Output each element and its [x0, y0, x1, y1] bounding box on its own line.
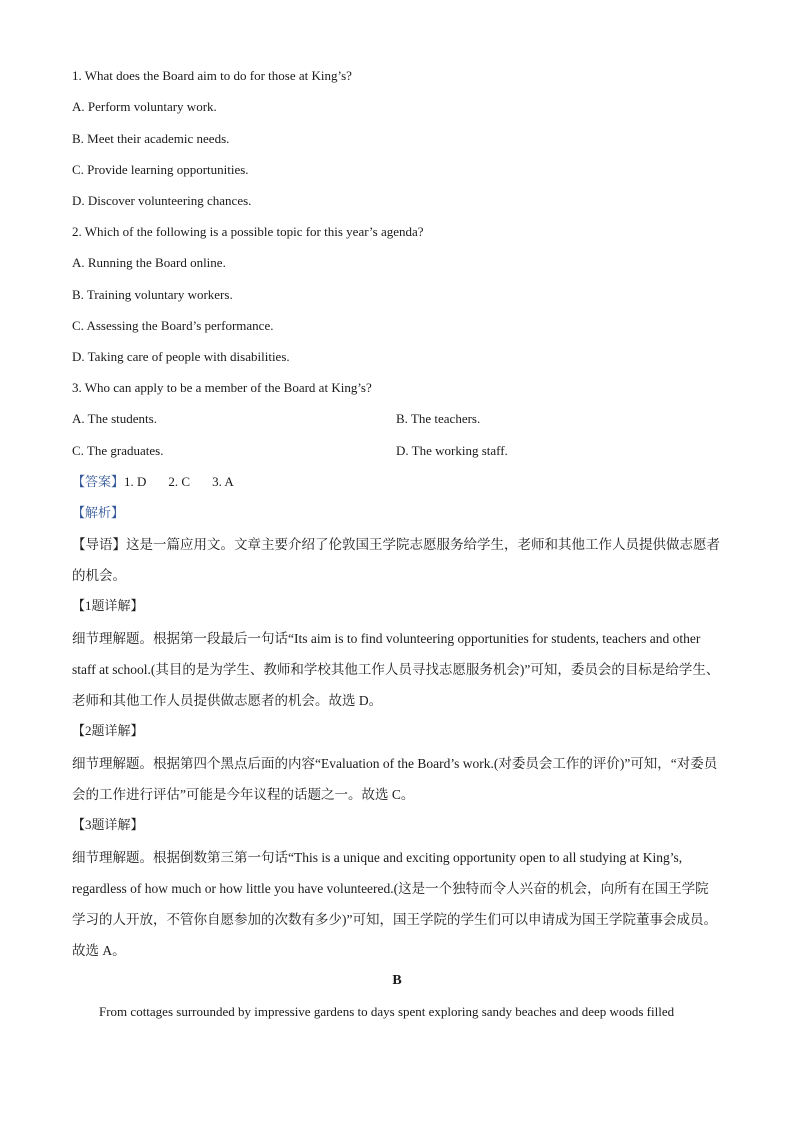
analysis-label: 【解析】 [72, 505, 125, 520]
q2-option-a: A. Running the Board online. [72, 255, 226, 270]
q2-option-c: C. Assessing the Board’s performance. [72, 318, 274, 333]
q2-option-d: D. Taking care of people with disabilities. [72, 349, 290, 364]
detail-2-text: 细节理解题。根据第四个黑点后面的内容“Evaluation of the Board’s work.(对委员会工作的评价)”可知，“对委员会的工作进行评估”可能是今年议程的话题之一。故选 C。 [72, 756, 718, 802]
q2-option-b: B. Training voluntary workers. [72, 287, 233, 302]
detail-1-label: 【1题详解】 [72, 598, 144, 613]
q1-option-d: D. Discover volunteering chances. [72, 193, 252, 208]
q2-stem: 2. Which of the following is a possible topic for this year’s agenda? [72, 224, 424, 239]
answer-2: 2. C [168, 474, 191, 489]
q3-option-a: A. The students. [72, 411, 157, 426]
answer-1: 1. D [124, 474, 147, 489]
detail-3-label: 【3题详解】 [72, 817, 144, 832]
q3-stem: 3. Who can apply to be a member of the Board at King’s? [72, 380, 372, 395]
detail-1-text: 细节理解题。根据第一段最后一句话“Its aim is to find volunteering opportunities for students, teachers and other staff at school.(其目的是为学生、教师和学校其他工作人员寻找志愿服务机会)”可知，委员会的目标是给学生、老师和其他工作人员提供做志愿者的机会。故选 D。 [72, 631, 720, 708]
intro-paragraph [72, 529, 722, 591]
detail-3-text: 细节理解题。根据倒数第三第一句话“This is a unique and exciting opportunity open to all studying at King’s, regardless of how much or how little you have volunteered.(这是一个独特而令人兴奋的机会，向所有在国王学院学习的人开放，不管你自愿参加的次数有多少)”可知，国王学院的学生们可以申请成为国王学院董事会成员。故选 A。 [72, 850, 717, 958]
section-b-title: B [392, 973, 402, 988]
q1-stem: 1. What does the Board aim to do for those at King’s? [72, 68, 352, 83]
q1-option-c: C. Provide learning opportunities. [72, 162, 249, 177]
intro-text: 这是一篇应用文。文章主要介绍了伦敦国王学院志愿服务给学生，老师和其他工作人员提供做志愿者的机会。 [72, 537, 720, 583]
answer-line [72, 474, 234, 490]
section-b-first-line: From cottages surrounded by impressive gardens to days spent exploring sandy beaches and deep woods filled [99, 1004, 675, 1019]
q3-option-b: B. The teachers. [396, 411, 481, 426]
answer-label: 【答案】 [72, 474, 125, 489]
q3-option-c: C. The graduates. [72, 443, 164, 458]
answer-3: 3. A [212, 474, 234, 489]
q1-option-a: A. Perform voluntary work. [72, 99, 217, 114]
intro-label: 【导语】 [72, 537, 126, 552]
q1-option-b: B. Meet their academic needs. [72, 131, 230, 146]
detail-2-label: 【2题详解】 [72, 723, 144, 738]
q3-option-d: D. The working staff. [396, 443, 508, 458]
